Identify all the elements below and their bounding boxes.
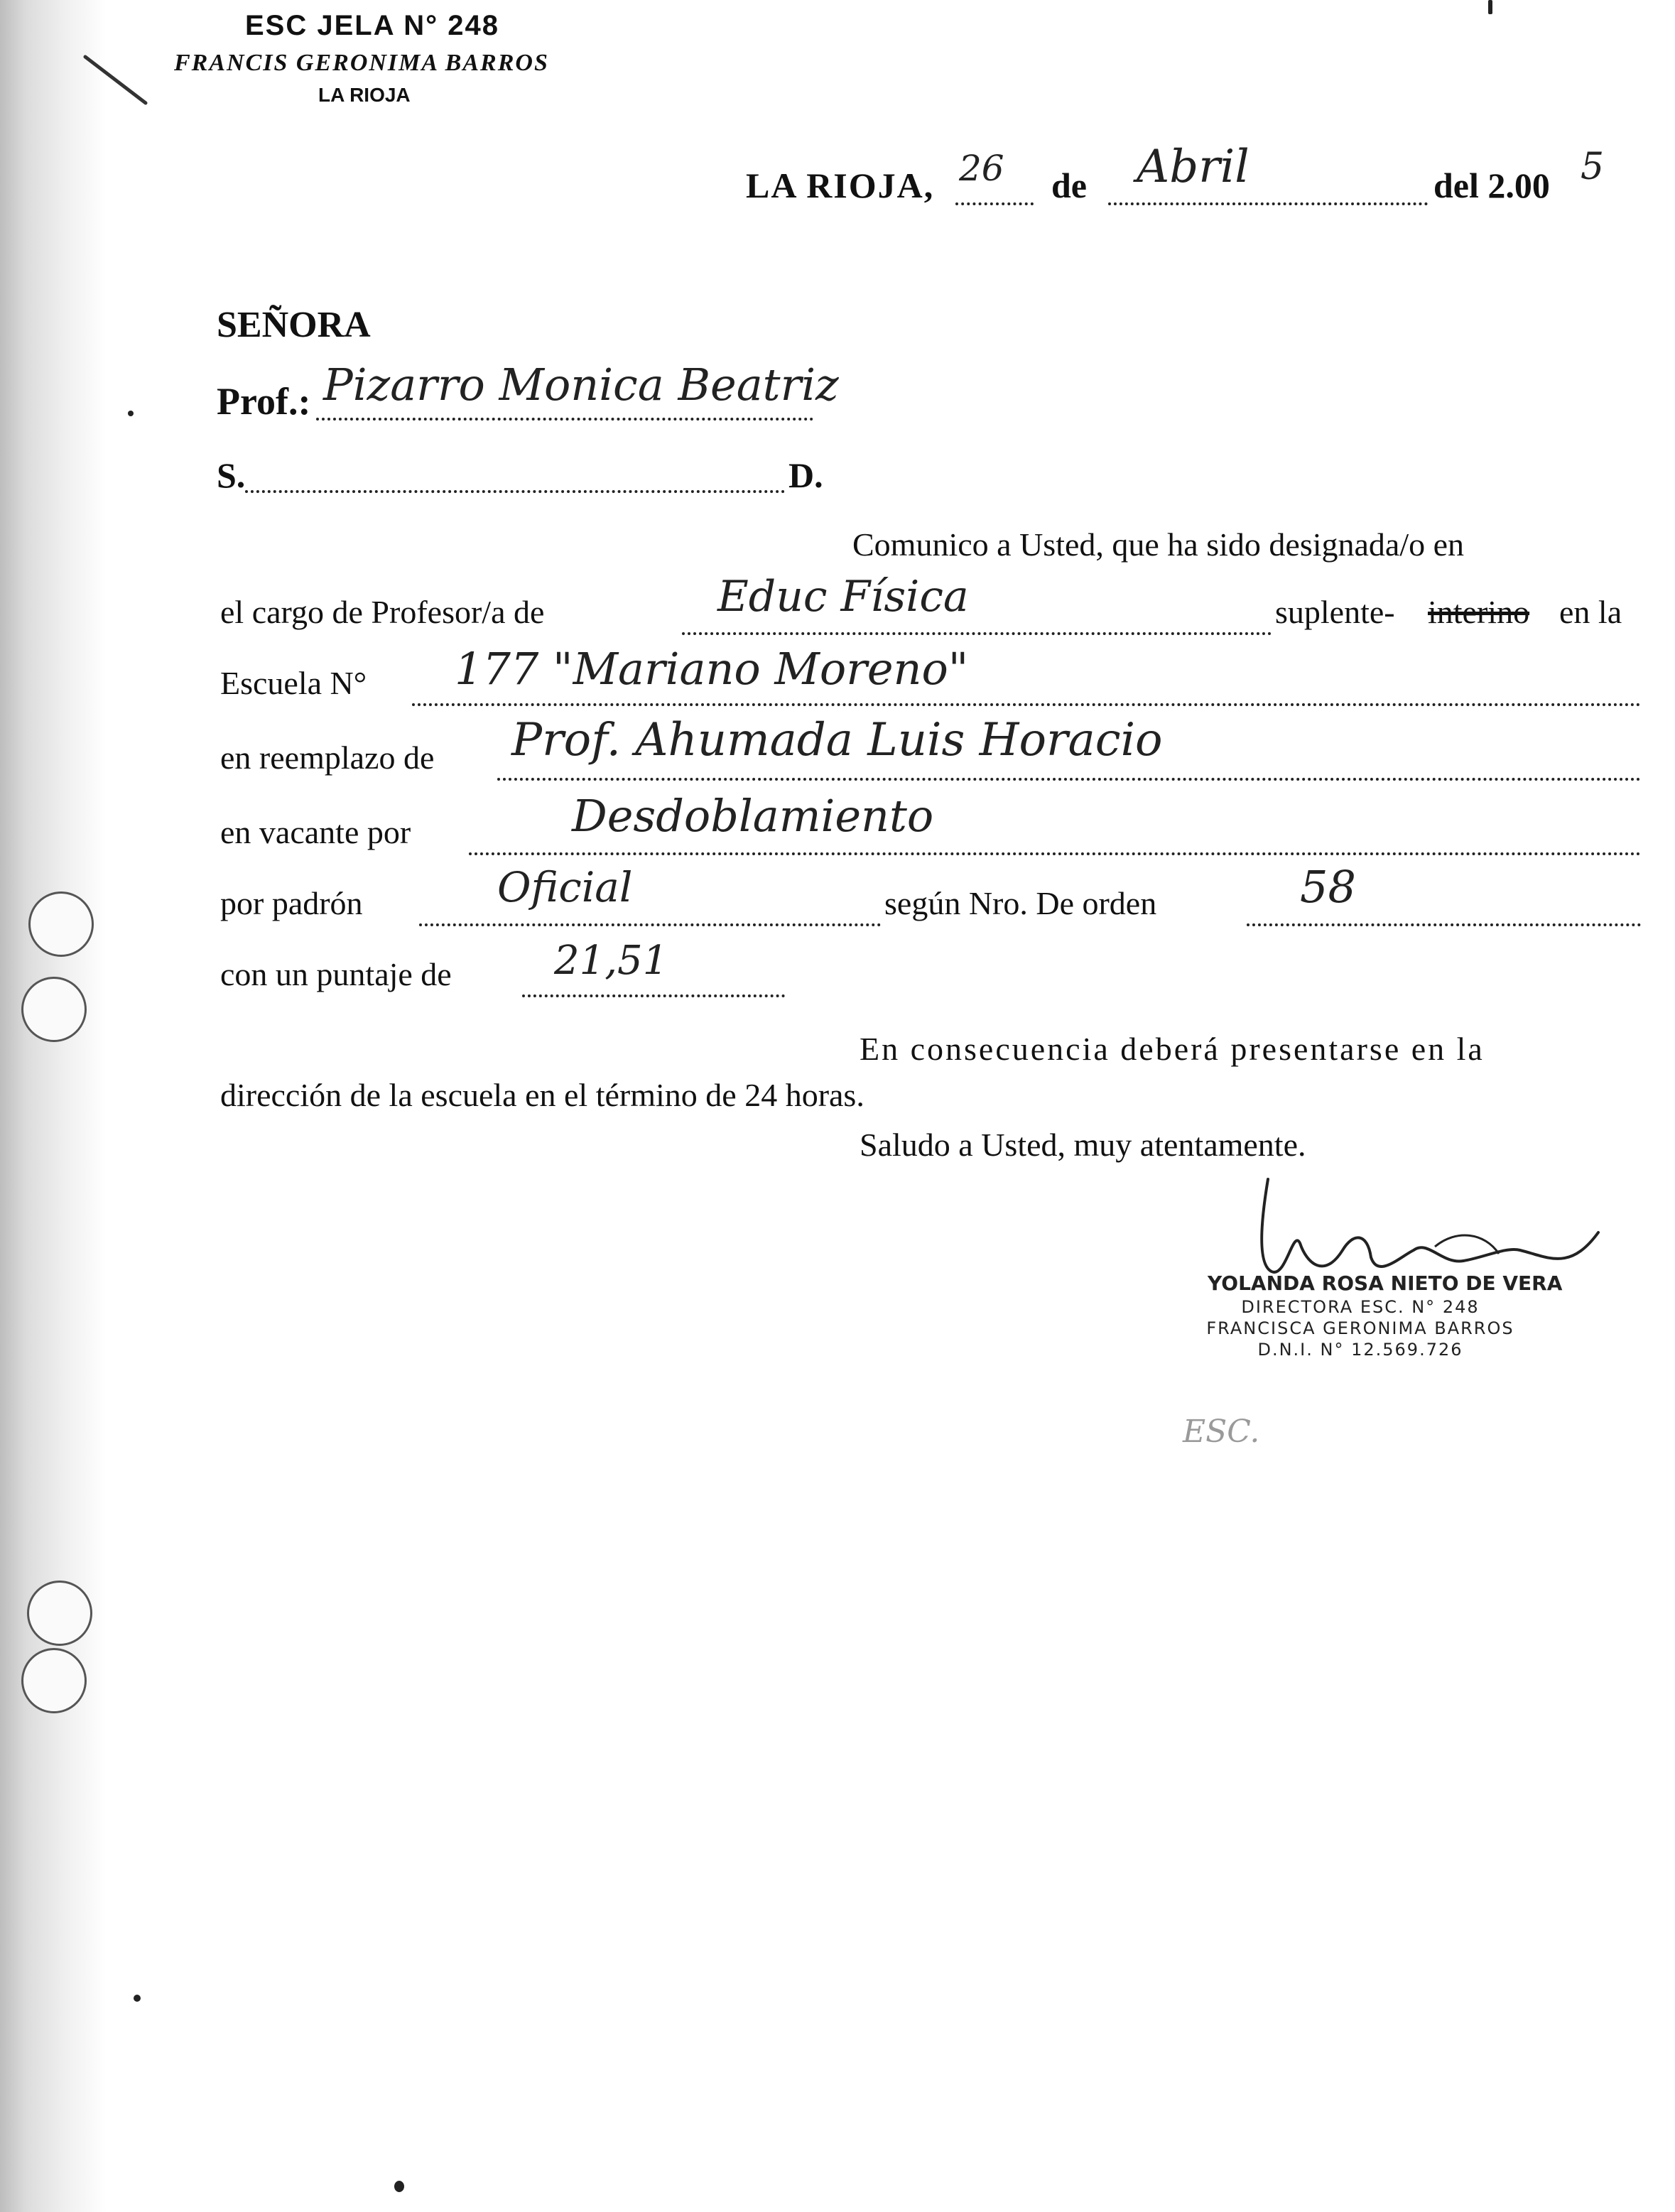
stamp-director-name: YOLANDA ROSA NIETO DE VERA (1208, 1272, 1563, 1295)
margin-note: ESC. (1183, 1414, 1260, 1450)
closing-salutation: Saludo a Usted, muy atentamente. (860, 1127, 1306, 1163)
puntaje-line (522, 994, 785, 997)
prof-label: Prof.: (217, 380, 311, 423)
date-city: LA RIOJA, (746, 166, 935, 205)
school-patron: FRANCIS GERONIMA BARROS (174, 50, 549, 76)
sd-s: S. (217, 455, 246, 495)
stamp-school: FRANCISCA GERONIMA BARROS (1206, 1318, 1514, 1338)
padron-label: por padrón (220, 885, 363, 921)
orden-line (1247, 923, 1641, 926)
punch-hole (21, 977, 87, 1042)
prof-name: Pizarro Monica Beatriz (323, 359, 839, 411)
date-month-line (1108, 202, 1428, 205)
date-day-line (955, 202, 1034, 205)
pen-mark-icon (78, 50, 156, 114)
date-month: Abril (1137, 141, 1250, 193)
date-year-digit: 5 (1581, 146, 1605, 188)
escuela-value: 177 "Mariano Moreno" (455, 643, 969, 695)
en-la-1: en la (1559, 594, 1622, 630)
date-day: 26 (959, 148, 1004, 189)
reemplazo-line (497, 778, 1641, 781)
scan-speck (394, 2181, 404, 2192)
suplente-label: suplente- (1275, 594, 1395, 630)
cargo-line (682, 632, 1272, 635)
escuela-line (412, 703, 1641, 706)
reemplazo-label: en reemplazo de (220, 739, 435, 776)
escuela-label: Escuela N° (220, 665, 367, 701)
sd-d: D. (788, 455, 823, 495)
orden-value: 58 (1300, 861, 1356, 913)
consecuencia-line2: dirección de la escuela en el término de 24 horas. (220, 1077, 864, 1113)
padron-value: Oficial (497, 863, 633, 911)
puntaje-value: 21,51 (554, 938, 668, 984)
school-name: ESC JELA N° 248 (245, 10, 499, 41)
stamp-dni: D.N.I. N° 12.569.726 (1257, 1340, 1463, 1360)
puntaje-label: con un puntaje de (220, 956, 452, 992)
punch-hole (28, 891, 94, 957)
school-city: LA RIOJA (318, 84, 411, 106)
vacante-label: en vacante por (220, 814, 411, 850)
scan-speck (128, 411, 134, 416)
cargo-label: el cargo de Profesor/a de (220, 594, 545, 630)
consecuencia-line1: En consecuencia deberá presentarse en la (860, 1031, 1485, 1067)
reemplazo-value: Prof. Ahumada Luis Horacio (511, 714, 1163, 766)
scan-speck (134, 1995, 141, 2002)
punch-hole (27, 1581, 92, 1646)
date-de: de (1051, 166, 1087, 205)
scan-speck (1488, 0, 1492, 14)
interino-struck: interino (1428, 594, 1530, 630)
stamp-title: DIRECTORA ESC. N° 248 (1241, 1297, 1480, 1317)
orden-label: según Nro. De orden (884, 885, 1157, 921)
prof-name-line (316, 418, 813, 421)
cargo-value: Educ Física (717, 572, 969, 622)
punch-hole (21, 1648, 87, 1713)
sd-line (245, 490, 785, 493)
salutation: SEÑORA (217, 305, 371, 345)
vacante-line (469, 852, 1641, 855)
date-year-prefix: del 2.00 (1433, 166, 1550, 205)
padron-line (419, 923, 881, 926)
scan-shadow-edge (0, 0, 107, 2212)
vacante-value: Desdoblamiento (572, 790, 934, 842)
body-intro: Comunico a Usted, que ha sido designada/o en (852, 526, 1465, 563)
